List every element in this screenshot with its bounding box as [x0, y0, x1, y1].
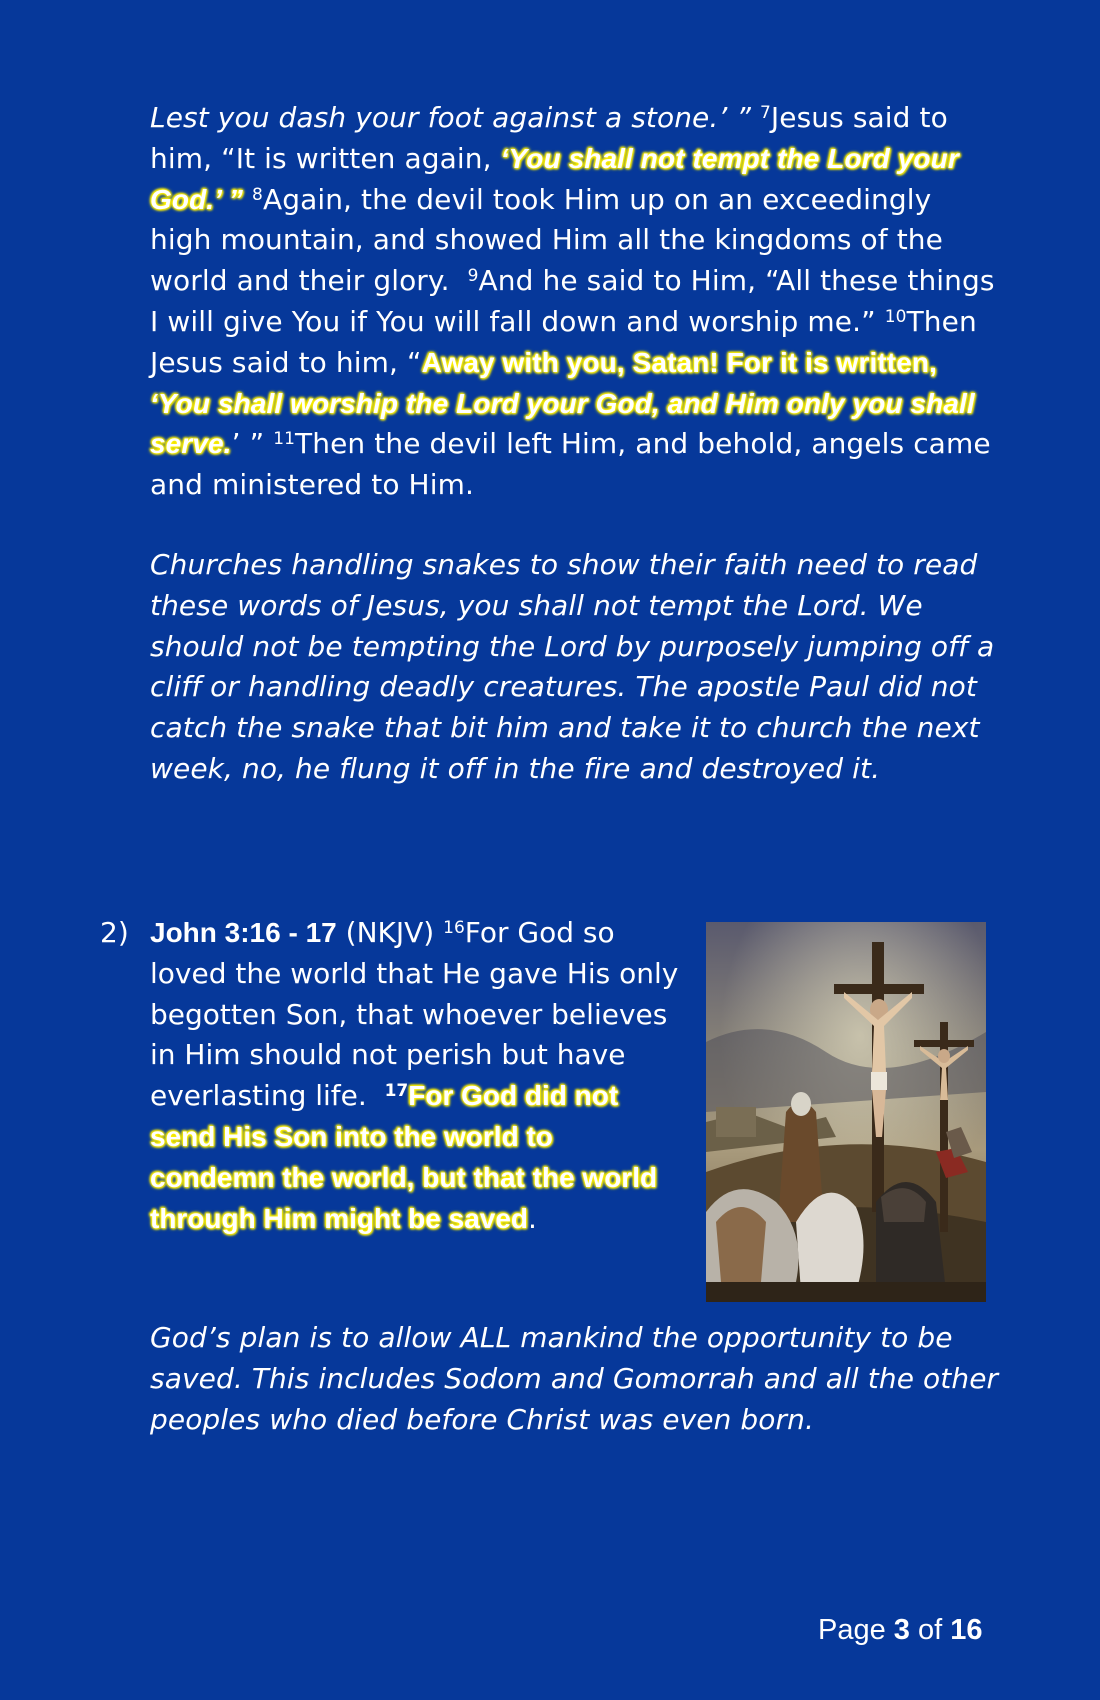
scripture-text: Then the devil left Him, and behold, angels came and ministered to Him. — [150, 427, 991, 502]
verse-number: 9 — [467, 266, 479, 287]
highlighted-words-of-jesus: For God did not send His Son into the world to condemn the world, but that the world through Him might be saved — [150, 1080, 658, 1234]
scripture-text: ’ ” — [231, 427, 265, 461]
scripture-text: Jesus said to him, “It is written again, — [150, 101, 948, 175]
total-pages-number: 16 — [950, 1614, 983, 1646]
page-label: Page — [818, 1614, 886, 1646]
highlighted-words-of-jesus: ‘You shall worship the Lord your God, and Him only you shall serve. — [150, 387, 975, 460]
scripture-text: For God so loved the world that He gave His only begotten Son, that whoever believes in Him should not perish but have everlasting life. — [150, 916, 679, 1113]
highlighted-words-of-jesus: Away with you, Satan! For it is written, — [421, 346, 937, 378]
scripture-text: . — [528, 1201, 537, 1235]
scripture-text: Again, the devil took Him up on an exceedingly high mountain, and showed Him all the kingdoms of the world and their glory. — [150, 182, 943, 298]
verse-number: 16 — [443, 918, 465, 938]
verse-number: 7 — [760, 103, 771, 123]
crucifixion-painting-icon — [706, 922, 986, 1302]
scripture-passage — [150, 98, 1000, 506]
scripture-text: And he said to Him, “All these things I will give You if You will fall down and worship me.” — [150, 264, 995, 338]
verse-number: 8 — [252, 184, 263, 205]
verse-number: 11 — [273, 429, 296, 450]
bible-version: (NKJV) — [345, 916, 435, 949]
list-item-scripture — [150, 913, 680, 1239]
scripture-reference: John 3:16 - 17 — [150, 917, 337, 948]
of-label: of — [918, 1614, 943, 1646]
page-number-footer — [818, 1610, 983, 1650]
highlighted-words-of-jesus: ‘You shall not tempt the Lord your God.’ ” — [150, 142, 959, 215]
verse-number: 17 — [384, 1081, 409, 1102]
current-page-number: 3 — [893, 1614, 910, 1646]
commentary-paragraph: God’s plan is to allow ALL mankind the opportunity to be saved. This includes Sodom and Gomorrah and all the other peoples who died before Christ was even born. — [150, 1321, 999, 1436]
scripture-text: Lest you dash your foot against a stone.’ ” — [150, 101, 751, 134]
commentary-paragraph: Churches handling snakes to show their faith need to read these words of Jesus, you shall not tempt the Lord. We should not be tempting the Lord by purposely jumping off a cliff or handling deadly creatures. The apostle Paul did not catch the snake that bit him and take it to church the next week, no, he flung it off in the fire and destroyed it. — [150, 548, 995, 785]
list-item-number: 2) — [100, 916, 129, 949]
verse-number: 10 — [884, 306, 907, 327]
scripture-text: Then Jesus said to him, “ — [150, 304, 977, 379]
